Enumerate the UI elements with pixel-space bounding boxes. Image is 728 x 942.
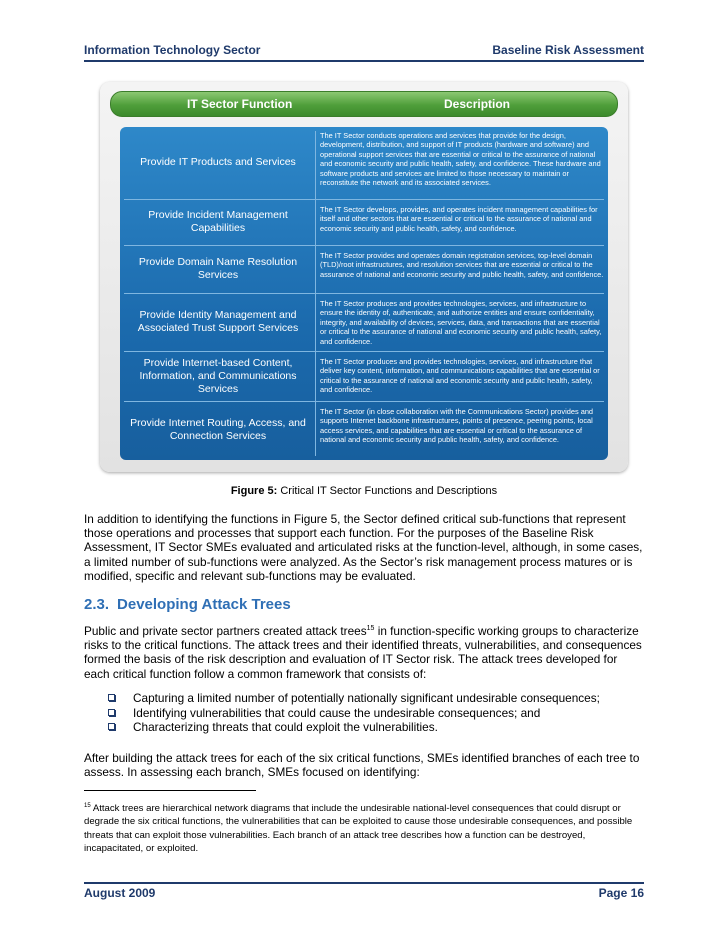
caption-label: Figure 5: — [230, 485, 278, 497]
function-label: Provide Internet Routing, Access, and Connection Services — [130, 417, 306, 442]
function-description: The IT Sector provides and operates domain registration services, top-level domain (TLD)/root infrastructures, and resolution services that are essential or critical to the assurance of national and economic security and public health, safety, and confidence. — [320, 251, 604, 279]
list-item-text: Characterizing threats that could exploit the vulnerabilities. — [133, 720, 438, 734]
paragraph-text: Public and private sector partners created attack trees — [84, 624, 367, 638]
list-item-text: Identifying vulnerabilities that could cause the undesirable consequences; and — [133, 705, 541, 720]
function-label: Provide Incident Management Capabilities — [148, 209, 288, 234]
function-label: Provide Identity Management and Associated Trust Support Services — [137, 309, 299, 334]
checkbox-bullet-icon — [108, 694, 115, 701]
figure-row — [120, 403, 608, 457]
footer-date: August 2009 — [84, 886, 156, 900]
checkbox-bullet-icon — [108, 709, 115, 716]
bullet-list — [108, 691, 644, 735]
row-divider — [124, 199, 604, 200]
row-divider — [124, 351, 604, 352]
figure-header-bar — [110, 91, 618, 117]
header-left: Information Technology Sector — [84, 43, 261, 57]
footnote-text: Attack trees are hierarchical network diagrams that include the undesirable national-level consequences that could disrupt or degrade the six critical functions, the vulnerabilities that can be exploited to cause those undesirable consequences, and possible threats that can exploit those vulnerabilities. Each branch of an attack tree describes how a function can be destroyed, incapacitated, or exploited. — [84, 803, 633, 854]
footnote-ref[interactable]: 15 — [366, 625, 375, 633]
function-label: Provide IT Products and Services — [140, 155, 296, 168]
figure-row — [120, 353, 608, 399]
section-number: 2.3. — [84, 596, 110, 613]
body-paragraph: After building the attack trees for each of the six critical functions, SMEs identified branches of each tree to assess. In assessing each branch, SMEs focused on identifying: — [84, 751, 640, 780]
figure-row — [120, 127, 608, 197]
list-item-text: Capturing a limited number of potentially nationally significant undesirable consequences; — [133, 691, 600, 705]
figure-col-function: IT Sector Function — [187, 97, 293, 111]
section-heading — [84, 596, 291, 613]
list-item — [108, 691, 644, 706]
body-paragraph — [84, 624, 644, 681]
body-paragraph: In addition to identifying the functions in Figure 5, the Sector defined critical sub-functions that represent those operations and processes that support each function. For the purposes of the Baseline Risk Assessment, IT Sector SMEs evaluated and articulated risks at the function-level, although, in some cases, a limited number of sub-functions were analyzed. As the Sector’s risk management process matures or is modified, specific and relevant sub-functions may be evaluated. — [84, 512, 643, 583]
header-rule — [84, 60, 644, 62]
section-title: Developing Attack Trees — [117, 596, 291, 613]
function-description: The IT Sector produces and provides technologies, services, and infrastructure that deliver key content, information, and communications capabilities that are essential or critical to the assurance of national and economic security and public health, safety, and confidence. — [320, 357, 600, 395]
figure-5-table — [100, 82, 628, 472]
figure-row — [120, 295, 608, 349]
function-description: The IT Sector produces and provides technologies, services, and infrastructure to ensure the identity of, authenticate, and authorize entities and ensure confidentiality, integrity, and availability of devices, services, data, and transactions that are essential or critical to the assurance of national and economic security and public health, safety, and confidence. — [320, 299, 602, 346]
function-label: Provide Domain Name Resolution Services — [138, 256, 298, 281]
figure-row — [120, 247, 608, 291]
footnote — [84, 802, 644, 855]
list-item — [108, 720, 644, 735]
figure-caption — [84, 485, 644, 497]
checkbox-bullet-icon — [108, 723, 115, 730]
function-description: The IT Sector (in close collaboration with the Communications Sector) provides and supports Internet backbone infrastructures, points of presence, peering points, local access services, and capabilities that are essential or critical to the assurance of national and economic security and public health, safety, and confidence. — [320, 407, 594, 445]
footnote-number: 15 — [84, 802, 91, 809]
function-label: Provide Internet-based Content, Information, and Communications Services — [139, 356, 297, 395]
figure-body — [120, 127, 608, 460]
function-description: The IT Sector conducts operations and services that provide for the design, development, distribution, and support of IT products (hardware and software) and operational support services that are essential or critical to the assurance of national and economic security and public health, safety, and confidence. These hardware and software products and services are limited to those necessary to maintain or reconstitute the network and its associated services. — [320, 131, 601, 188]
figure-col-description: Description — [444, 97, 511, 111]
footer-rule — [84, 882, 644, 884]
figure-row — [120, 201, 608, 243]
paragraph-text: in function-specific working groups to characterize risks to the critical functions. The attack trees and their identified threats, vulnerabilities, and consequences formed the basis of the risk description and evaluation of IT Sector risk. The attack trees developed for each critical function follow a common framework that consists of: — [84, 624, 642, 681]
row-divider — [124, 245, 604, 246]
list-item — [108, 706, 644, 721]
running-header — [84, 43, 644, 59]
page-number: Page 16 — [598, 886, 644, 900]
footnote-separator — [84, 790, 256, 791]
function-description: The IT Sector develops, provides, and operates incident management capabilities for itself and other sectors that are essential or critical to the assurance of national and economic security and public health, safety, and confidence. — [320, 205, 598, 233]
row-divider — [124, 293, 604, 294]
row-divider — [124, 401, 604, 402]
running-footer — [84, 886, 644, 902]
header-right: Baseline Risk Assessment — [492, 43, 644, 57]
caption-text: Critical IT Sector Functions and Descriptions — [277, 485, 498, 497]
